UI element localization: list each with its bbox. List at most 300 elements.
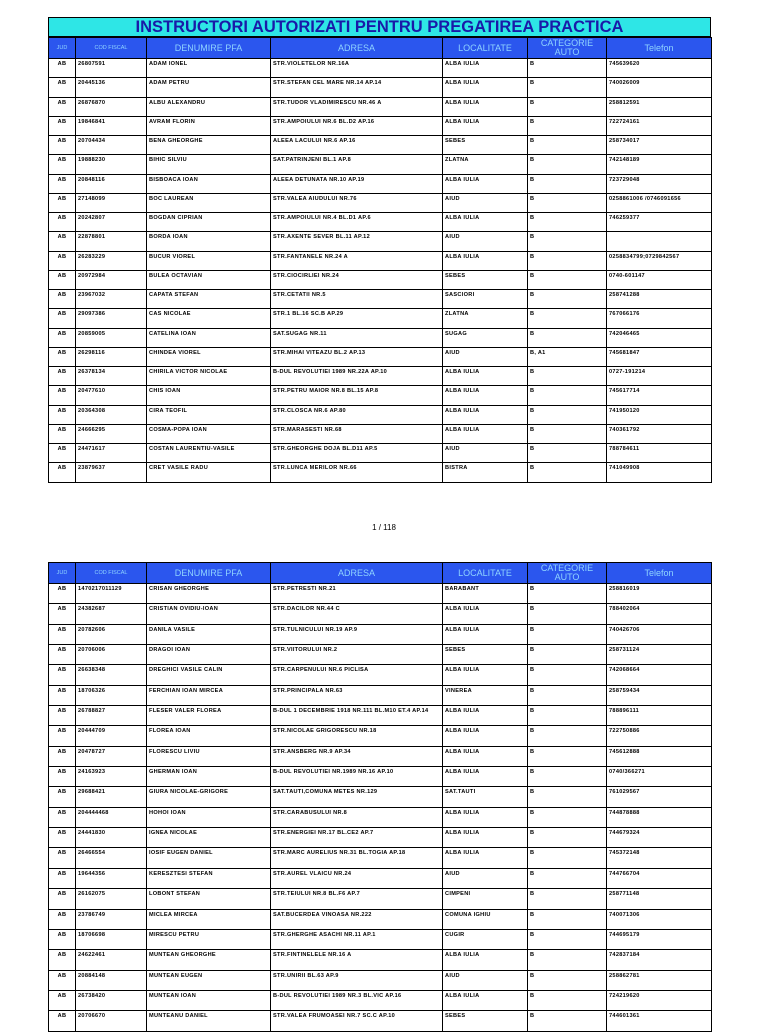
cell-adresa: STR.MARASESTI NR.68 [271, 424, 443, 443]
cell-localitate: AIUD [443, 232, 528, 251]
table-row [49, 929, 712, 949]
cell-localitate: ALBA IULIA [443, 990, 528, 1010]
cell-telefon: 258771148 [607, 889, 712, 909]
cell-localitate: ZLATNA [443, 155, 528, 174]
cell-cod-fiscal: 20477610 [76, 386, 147, 405]
cell-cod-fiscal: 23967032 [76, 290, 147, 309]
cell-jud: AB [49, 909, 76, 929]
cell-denumire: BORDA IOAN [147, 232, 271, 251]
cell-telefon: 744878888 [607, 807, 712, 827]
cell-adresa: STR.CETATII NR.5 [271, 290, 443, 309]
cell-categorie: B [528, 828, 607, 848]
cell-jud: AB [49, 116, 76, 135]
cell-adresa: STR.AMPOIULUI NR.4 BL.D1 AP.6 [271, 213, 443, 232]
cell-telefon: 767066176 [607, 309, 712, 328]
table-row [49, 665, 712, 685]
cell-denumire: MIRESCU PETRU [147, 929, 271, 949]
cell-jud: AB [49, 767, 76, 787]
cell-jud: AB [49, 251, 76, 270]
cell-jud: AB [49, 726, 76, 746]
cell-jud: AB [49, 174, 76, 193]
cell-categorie: B [528, 116, 607, 135]
table-row [49, 848, 712, 868]
cell-denumire: MUNTEAN EUGEN [147, 970, 271, 990]
cell-denumire: CIRA TEOFIL [147, 405, 271, 424]
table-header-row [49, 38, 712, 59]
cell-cod-fiscal: 20364308 [76, 405, 147, 424]
table-row [49, 767, 712, 787]
header-denumire: DENUMIRE PFA [147, 563, 271, 584]
cell-cod-fiscal: 20782606 [76, 624, 147, 644]
table-row [49, 828, 712, 848]
cell-categorie: B [528, 424, 607, 443]
cell-adresa: STR.AXENTE SEVER BL.11 AP.12 [271, 232, 443, 251]
cell-denumire: DRAGOI IOAN [147, 645, 271, 665]
cell-localitate: ALBA IULIA [443, 386, 528, 405]
cell-categorie: B [528, 78, 607, 97]
cell-localitate: ALBA IULIA [443, 746, 528, 766]
header-jud: JUD [49, 38, 76, 59]
cell-telefon: 744695179 [607, 929, 712, 949]
cell-denumire: BOGDAN CIPRIAN [147, 213, 271, 232]
cell-telefon: 0727-191214 [607, 367, 712, 386]
cell-categorie: B [528, 367, 607, 386]
cell-adresa: STR.MARC AURELIUS NR.31 BL.TOGIA AP.18 [271, 848, 443, 868]
cell-denumire: CHIS IOAN [147, 386, 271, 405]
cell-denumire: BISBOACA IOAN [147, 174, 271, 193]
cell-telefon: 740071306 [607, 909, 712, 929]
cell-jud: AB [49, 868, 76, 888]
header-localitate: LOCALITATE [443, 38, 528, 59]
cell-denumire: CRET VASILE RADU [147, 463, 271, 482]
cell-cod-fiscal: 20445136 [76, 78, 147, 97]
cell-telefon: 745617714 [607, 386, 712, 405]
table-row [49, 950, 712, 970]
cell-denumire: LOBONT STEFAN [147, 889, 271, 909]
cell-localitate: ALBA IULIA [443, 665, 528, 685]
table-row [49, 604, 712, 624]
cell-telefon: 745372148 [607, 848, 712, 868]
table-row [49, 463, 712, 482]
cell-localitate: AIUD [443, 193, 528, 212]
cell-jud: AB [49, 929, 76, 949]
table-row [49, 685, 712, 705]
cell-localitate: ALBA IULIA [443, 59, 528, 78]
cell-categorie: B [528, 174, 607, 193]
cell-categorie: B [528, 155, 607, 174]
cell-jud: AB [49, 270, 76, 289]
table-row [49, 270, 712, 289]
cell-telefon: 258741288 [607, 290, 712, 309]
cell-cod-fiscal: 27148099 [76, 193, 147, 212]
cell-denumire: BIHIC SILVIU [147, 155, 271, 174]
cell-telefon: 0258834799;0729842567 [607, 251, 712, 270]
cell-localitate: SEBES [443, 645, 528, 665]
cell-cod-fiscal: 20859005 [76, 328, 147, 347]
table-row [49, 787, 712, 807]
cell-denumire: CHINDEA VIOREL [147, 347, 271, 366]
cell-jud: AB [49, 746, 76, 766]
cell-cod-fiscal: 20848116 [76, 174, 147, 193]
cell-categorie: B, A1 [528, 347, 607, 366]
cell-localitate: ALBA IULIA [443, 405, 528, 424]
cell-jud: AB [49, 136, 76, 155]
table-row [49, 584, 712, 604]
cell-cod-fiscal: 26876870 [76, 97, 147, 116]
cell-localitate: AIUD [443, 347, 528, 366]
cell-categorie: B [528, 909, 607, 929]
cell-cod-fiscal: 20884148 [76, 970, 147, 990]
cell-denumire: KERESZTESI STEFAN [147, 868, 271, 888]
cell-adresa: STR.DACILOR NR.44 C [271, 604, 443, 624]
cell-denumire: BENA GHEORGHE [147, 136, 271, 155]
cell-categorie: B [528, 929, 607, 949]
cell-adresa: SAT.PATRINJENI BL.1 AP.8 [271, 155, 443, 174]
cell-adresa: STR.CARPENULUI NR.6 PICLISA [271, 665, 443, 685]
page-1-section [48, 17, 711, 483]
cell-categorie: B [528, 328, 607, 347]
cell-telefon: 722724161 [607, 116, 712, 135]
cell-denumire: CAS NICOLAE [147, 309, 271, 328]
table-row [49, 444, 712, 463]
cell-telefon: 741950120 [607, 405, 712, 424]
cell-localitate: ALBA IULIA [443, 807, 528, 827]
cell-categorie: B [528, 309, 607, 328]
cell-localitate: AIUD [443, 868, 528, 888]
cell-telefon: 740026009 [607, 78, 712, 97]
cell-cod-fiscal: 22878801 [76, 232, 147, 251]
cell-localitate: ALBA IULIA [443, 213, 528, 232]
cell-categorie: B [528, 584, 607, 604]
table-row [49, 909, 712, 929]
cell-localitate: AIUD [443, 444, 528, 463]
cell-denumire: GHERMAN IOAN [147, 767, 271, 787]
cell-localitate: SASCIORI [443, 290, 528, 309]
cell-cod-fiscal: 18706326 [76, 685, 147, 705]
cell-categorie: B [528, 386, 607, 405]
table-row [49, 116, 712, 135]
cell-telefon: 258812591 [607, 97, 712, 116]
cell-telefon: 0258861006 /0746091656 [607, 193, 712, 212]
cell-jud: AB [49, 807, 76, 827]
cell-adresa: STR.FANTANELE NR.24 A [271, 251, 443, 270]
cell-categorie: B [528, 444, 607, 463]
page-2-section [48, 562, 711, 1032]
table-row [49, 624, 712, 644]
cell-telefon: 788896111 [607, 706, 712, 726]
cell-localitate: ALBA IULIA [443, 706, 528, 726]
cell-adresa: STR.PETRU MAIOR NR.8 BL.15 AP.8 [271, 386, 443, 405]
cell-denumire: CATELINA IOAN [147, 328, 271, 347]
cell-adresa: B-DUL REVOLUTIEI NR.1989 NR.16 AP.10 [271, 767, 443, 787]
cell-categorie: B [528, 97, 607, 116]
cell-denumire: FERCHIAN IOAN MIRCEA [147, 685, 271, 705]
cell-adresa: STR.VIOLETELOR NR.16A [271, 59, 443, 78]
table-row [49, 386, 712, 405]
cell-localitate: BARABANT [443, 584, 528, 604]
header-telefon: Telefon [607, 38, 712, 59]
cell-cod-fiscal: 24441830 [76, 828, 147, 848]
cell-localitate: COMUNA IGHIU [443, 909, 528, 929]
cell-denumire: IOSIF EUGEN DANIEL [147, 848, 271, 868]
cell-jud: AB [49, 232, 76, 251]
cell-jud: AB [49, 787, 76, 807]
cell-adresa: STR.ENERGIEI NR.17 BL.CE2 AP.7 [271, 828, 443, 848]
cell-telefon: 0740/366271 [607, 767, 712, 787]
table-row [49, 746, 712, 766]
header-categorie: CATEGORIE AUTO [528, 563, 607, 584]
cell-adresa: STR.VALEA AIUDULUI NR.76 [271, 193, 443, 212]
table-row [49, 347, 712, 366]
cell-adresa: STR.VALEA FRUMOASEI NR.7 SC.C AP.10 [271, 1011, 443, 1031]
cell-jud: AB [49, 386, 76, 405]
cell-telefon: 742148189 [607, 155, 712, 174]
cell-cod-fiscal: 20478727 [76, 746, 147, 766]
cell-jud: AB [49, 990, 76, 1010]
cell-denumire: AVRAM FLORIN [147, 116, 271, 135]
header-adresa: ADRESA [271, 38, 443, 59]
cell-categorie: B [528, 685, 607, 705]
cell-categorie: B [528, 463, 607, 482]
table-row [49, 155, 712, 174]
table-row [49, 645, 712, 665]
cell-localitate: SEBES [443, 270, 528, 289]
cell-adresa: STR.AUREL VLAICU NR.24 [271, 868, 443, 888]
cell-categorie: B [528, 868, 607, 888]
cell-jud: AB [49, 665, 76, 685]
cell-adresa: STR.1 BL.16 SC.B AP.29 [271, 309, 443, 328]
table-row [49, 97, 712, 116]
table-body-page-1 [49, 59, 712, 483]
cell-categorie: B [528, 645, 607, 665]
cell-denumire: CHIRILA VICTOR NICOLAE [147, 367, 271, 386]
cell-cod-fiscal: 20242807 [76, 213, 147, 232]
cell-categorie: B [528, 665, 607, 685]
cell-cod-fiscal: 29097386 [76, 309, 147, 328]
cell-cod-fiscal: 26162075 [76, 889, 147, 909]
cell-jud: AB [49, 889, 76, 909]
cell-cod-fiscal: 18706698 [76, 929, 147, 949]
instructors-table-page-2 [48, 562, 712, 1032]
cell-categorie: B [528, 767, 607, 787]
cell-jud: AB [49, 970, 76, 990]
cell-categorie: B [528, 787, 607, 807]
header-jud: JUD [49, 563, 76, 584]
cell-categorie: B [528, 136, 607, 155]
cell-denumire: BOC LAUREAN [147, 193, 271, 212]
table-header-row [49, 563, 712, 584]
cell-categorie: B [528, 726, 607, 746]
table-body-page-2 [49, 584, 712, 1032]
cell-cod-fiscal: 20704434 [76, 136, 147, 155]
instructors-table-page-1 [48, 37, 712, 483]
cell-categorie: B [528, 807, 607, 827]
cell-categorie: B [528, 1011, 607, 1031]
table-row [49, 868, 712, 888]
cell-adresa: STR.ANSBERG NR.9 AP.34 [271, 746, 443, 766]
cell-adresa: STR.TEIULUI NR.8 BL.F6 AP.7 [271, 889, 443, 909]
cell-cod-fiscal: 26788827 [76, 706, 147, 726]
cell-denumire: CAPATA STEFAN [147, 290, 271, 309]
cell-telefon: 258759434 [607, 685, 712, 705]
cell-cod-fiscal: 23786749 [76, 909, 147, 929]
table-row [49, 290, 712, 309]
cell-telefon: 745681847 [607, 347, 712, 366]
cell-localitate: ALBA IULIA [443, 78, 528, 97]
cell-cod-fiscal: 19644356 [76, 868, 147, 888]
header-denumire: DENUMIRE PFA [147, 38, 271, 59]
cell-cod-fiscal: 24471617 [76, 444, 147, 463]
cell-categorie: B [528, 848, 607, 868]
cell-jud: AB [49, 59, 76, 78]
cell-adresa: STR.TUDOR VLADIMIRESCU NR.46 A [271, 97, 443, 116]
table-row [49, 405, 712, 424]
cell-telefon: 744601361 [607, 1011, 712, 1031]
cell-localitate: ALBA IULIA [443, 251, 528, 270]
cell-jud: AB [49, 347, 76, 366]
cell-cod-fiscal: 24163923 [76, 767, 147, 787]
table-row [49, 213, 712, 232]
cell-telefon: 744679324 [607, 828, 712, 848]
cell-adresa: STR.PRINCIPALA NR.63 [271, 685, 443, 705]
cell-adresa: SAT.TAUTI,COMUNA METES NR.129 [271, 787, 443, 807]
cell-denumire: MUNTEAN IOAN [147, 990, 271, 1010]
cell-jud: AB [49, 367, 76, 386]
table-row [49, 309, 712, 328]
table-row [49, 889, 712, 909]
cell-adresa: SAT.SUGAG NR.11 [271, 328, 443, 347]
cell-jud: AB [49, 950, 76, 970]
cell-cod-fiscal: 20706670 [76, 1011, 147, 1031]
cell-denumire: DREGHICI VASILE CALIN [147, 665, 271, 685]
header-adresa: ADRESA [271, 563, 443, 584]
cell-telefon: 788402064 [607, 604, 712, 624]
cell-telefon: 744766704 [607, 868, 712, 888]
cell-jud: AB [49, 685, 76, 705]
cell-localitate: BISTRA [443, 463, 528, 482]
cell-localitate: SUGAG [443, 328, 528, 347]
cell-adresa: STR.FINTINELELE NR.16 A [271, 950, 443, 970]
cell-cod-fiscal: 26738420 [76, 990, 147, 1010]
cell-adresa: STR.LUNCA MERILOR NR.66 [271, 463, 443, 482]
cell-cod-fiscal: 20444709 [76, 726, 147, 746]
cell-jud: AB [49, 444, 76, 463]
table-row [49, 990, 712, 1010]
table-row [49, 59, 712, 78]
cell-adresa: STR.STEFAN CEL MARE NR.14 AP.14 [271, 78, 443, 97]
cell-telefon: 742046465 [607, 328, 712, 347]
table-row [49, 970, 712, 990]
cell-categorie: B [528, 624, 607, 644]
cell-categorie: B [528, 290, 607, 309]
cell-cod-fiscal: 26378134 [76, 367, 147, 386]
cell-adresa: STR.TULNICULUI NR.19 AP.9 [271, 624, 443, 644]
cell-cod-fiscal: 24622461 [76, 950, 147, 970]
cell-categorie: B [528, 232, 607, 251]
cell-telefon: 745639620 [607, 59, 712, 78]
cell-denumire: ADAM IONEL [147, 59, 271, 78]
cell-cod-fiscal: 1470217011129 [76, 584, 147, 604]
cell-denumire: ALBU ALEXANDRU [147, 97, 271, 116]
cell-telefon: 741049908 [607, 463, 712, 482]
cell-categorie: B [528, 889, 607, 909]
table-row [49, 1011, 712, 1031]
cell-cod-fiscal: 24382687 [76, 604, 147, 624]
cell-categorie: B [528, 193, 607, 212]
table-row [49, 78, 712, 97]
cell-adresa: STR.CLOSCA NR.6 AP.80 [271, 405, 443, 424]
cell-telefon: 742837184 [607, 950, 712, 970]
table-row [49, 193, 712, 212]
cell-telefon: 258816019 [607, 584, 712, 604]
cell-cod-fiscal: 26466554 [76, 848, 147, 868]
cell-jud: AB [49, 193, 76, 212]
cell-localitate: SAT.TAUTI [443, 787, 528, 807]
cell-denumire: MUNTEAN GHEORGHE [147, 950, 271, 970]
cell-categorie: B [528, 604, 607, 624]
cell-localitate: ZLATNA [443, 309, 528, 328]
cell-categorie: B [528, 213, 607, 232]
cell-adresa: ALEEA LACULUI NR.6 AP.16 [271, 136, 443, 155]
cell-cod-fiscal: 20972984 [76, 270, 147, 289]
cell-jud: AB [49, 309, 76, 328]
cell-denumire: ADAM PETRU [147, 78, 271, 97]
table-row [49, 136, 712, 155]
cell-telefon: 745612888 [607, 746, 712, 766]
cell-denumire: FLORESCU LIVIU [147, 746, 271, 766]
cell-jud: AB [49, 828, 76, 848]
cell-adresa: SAT.BUCERDEA VINOASA NR.222 [271, 909, 443, 929]
cell-denumire: CRISAN GHEORGHE [147, 584, 271, 604]
cell-denumire: COSTAN LAURENTIU-VASILE [147, 444, 271, 463]
cell-adresa: B-DUL REVOLUTIEI 1989 NR.22A AP.10 [271, 367, 443, 386]
cell-telefon: 742068664 [607, 665, 712, 685]
cell-adresa: STR.MIHAI VITEAZU BL.2 AP.13 [271, 347, 443, 366]
table-row [49, 424, 712, 443]
cell-adresa: ALEEA DETUNATA NR.10 AP.19 [271, 174, 443, 193]
cell-localitate: ALBA IULIA [443, 828, 528, 848]
cell-denumire: FLESER VALER FLOREA [147, 706, 271, 726]
cell-localitate: ALBA IULIA [443, 97, 528, 116]
cell-jud: AB [49, 848, 76, 868]
cell-categorie: B [528, 251, 607, 270]
cell-cod-fiscal: 204444468 [76, 807, 147, 827]
cell-denumire: MUNTEANU DANIEL [147, 1011, 271, 1031]
cell-localitate: ALBA IULIA [443, 604, 528, 624]
cell-jud: AB [49, 155, 76, 174]
cell-localitate: ALBA IULIA [443, 174, 528, 193]
cell-categorie: B [528, 706, 607, 726]
header-telefon: Telefon [607, 563, 712, 584]
cell-localitate: SEBES [443, 1011, 528, 1031]
cell-jud: AB [49, 97, 76, 116]
cell-jud: AB [49, 1011, 76, 1031]
table-row [49, 807, 712, 827]
cell-localitate: ALBA IULIA [443, 624, 528, 644]
cell-cod-fiscal: 26283229 [76, 251, 147, 270]
cell-denumire: DANILA VASILE [147, 624, 271, 644]
cell-cod-fiscal: 26298116 [76, 347, 147, 366]
cell-cod-fiscal: 23879637 [76, 463, 147, 482]
cell-jud: AB [49, 213, 76, 232]
cell-adresa: STR.GHEORGHE DOJA BL.D11 AP.5 [271, 444, 443, 463]
cell-jud: AB [49, 290, 76, 309]
table-row [49, 706, 712, 726]
cell-telefon: 258731124 [607, 645, 712, 665]
header-localitate: LOCALITATE [443, 563, 528, 584]
table-row [49, 328, 712, 347]
cell-adresa: STR.PETRESTI NR.21 [271, 584, 443, 604]
